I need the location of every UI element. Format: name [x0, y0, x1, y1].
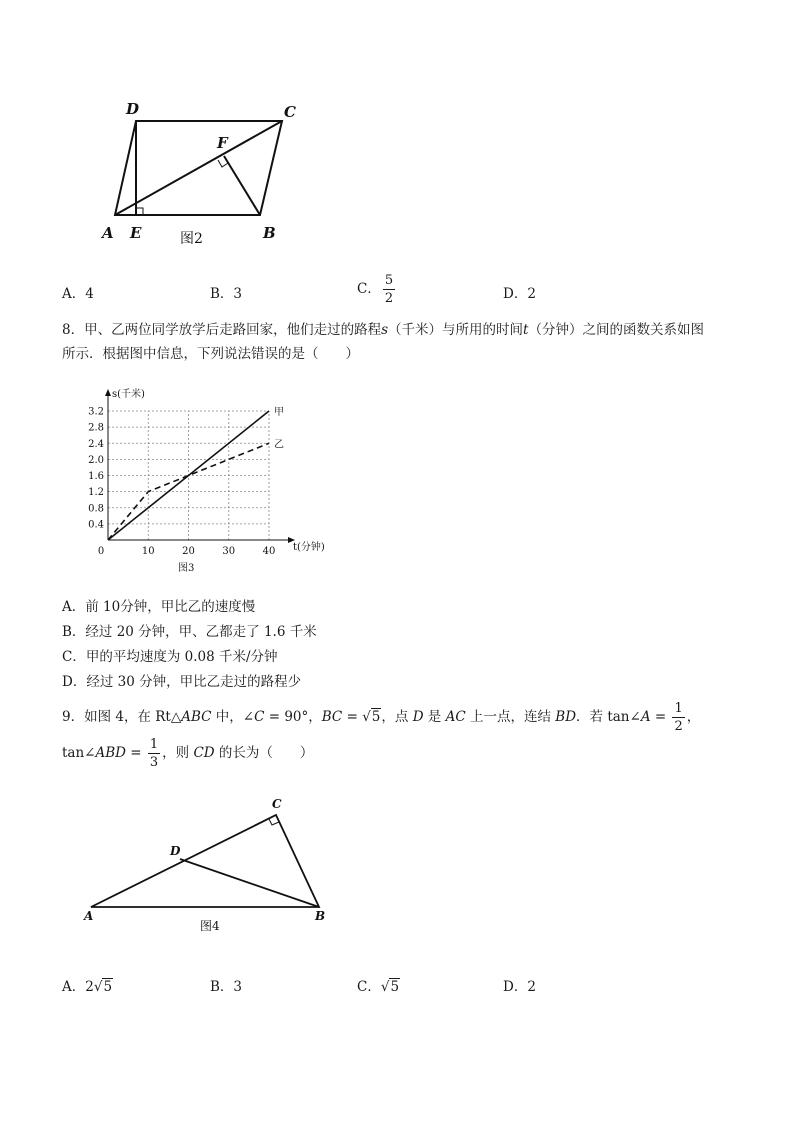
q8-stem-line-2: 所示．根据图中信息，下列说法错误的是（ ）: [62, 346, 359, 362]
y-tick-label: 3.2: [88, 406, 104, 418]
sqrt-5: √5: [362, 709, 381, 725]
y-tick-label: 0.8: [88, 503, 104, 515]
figure-3-chart: [80, 385, 340, 585]
label-f: F: [217, 134, 228, 152]
q8-option-c[interactable]: C．甲的平均速度为 0.08 千米/分钟: [62, 649, 278, 665]
q9-stem-line-1: 9．如图 4，在 Rt△ABC 中，∠C = 90°，BC = √5，点 D 是 AC 上一点，连结 BD．若 tan∠A = $\frac{1}{2}$ ，: [62, 701, 701, 734]
q9-option-c[interactable]: C．√5: [357, 979, 400, 995]
q9-stem-line-2: tan∠ABD = $\frac{1}{3}$ ，则 CD 的长为（ ）: [62, 737, 314, 770]
q7-option-b[interactable]: B．3: [210, 286, 243, 302]
label-c: C: [272, 797, 282, 811]
figure-4-caption: 图4: [200, 919, 220, 933]
x-tick-label: 0: [97, 546, 105, 557]
label-b: B: [315, 909, 326, 923]
x-tick-label: 30: [222, 546, 236, 557]
x-tick-label: 40: [262, 546, 276, 557]
series-label: 甲: [274, 407, 284, 418]
q8-option-b[interactable]: B．经过 20 分钟，甲、乙都走了 1.6 千米: [62, 624, 317, 640]
y-tick-label: 0.4: [88, 519, 104, 531]
y-tick-label: 2.4: [88, 438, 104, 450]
fraction-one-half: $\frac{1}{2}$: [674, 701, 683, 734]
diagonal-ac: [115, 121, 282, 215]
figure-2: [95, 95, 315, 255]
figure-4: [80, 790, 340, 940]
fraction-one-third: $\frac{1}{3}$: [149, 737, 159, 770]
segment-bd: [180, 859, 319, 907]
figure-2-caption: 图2: [180, 231, 203, 247]
x-axis-label: t(分钟): [293, 542, 325, 553]
triangle-abc: [91, 815, 319, 907]
x-tick-label: 10: [141, 546, 155, 557]
figure-3-caption: 图3: [178, 563, 195, 574]
x-tick-label: 20: [182, 546, 195, 557]
y-axis-label: s(千米): [112, 389, 145, 400]
q9-option-d[interactable]: D．2: [503, 979, 536, 995]
q8-option-d[interactable]: D．经过 30 分钟，甲比乙走过的路程少: [62, 674, 302, 690]
label-a: A: [102, 224, 114, 242]
label-e: E: [130, 224, 142, 242]
q7-option-d[interactable]: D．2: [503, 286, 536, 302]
q8-stem-line-1: 8．甲、乙两位同学放学后走路回家，他们走过的路程s（千米）与所用的时间t（分钟）之间的函数关系如图: [62, 322, 704, 338]
series-label: 乙: [274, 439, 284, 451]
y-tick-label: 2.8: [88, 422, 104, 434]
q7-option-c-fraction: $\frac{5}{2}$: [384, 273, 394, 306]
q8-option-a[interactable]: A．前 10分钟，甲比乙的速度慢: [62, 599, 256, 615]
q7-option-c[interactable]: [357, 274, 397, 305]
right-angle-e: [136, 208, 143, 215]
label-d: D: [170, 844, 181, 858]
label-c: C: [284, 103, 296, 121]
label-d: D: [126, 100, 140, 118]
y-axis-arrow: [105, 389, 111, 396]
q7-option-c-prefix: C．: [357, 281, 381, 297]
y-tick-label: 2.0: [88, 454, 104, 466]
q7-option-a[interactable]: A．4: [62, 286, 94, 302]
label-a: A: [84, 909, 94, 923]
q9-option-a[interactable]: A．2√5: [62, 979, 113, 995]
q9-option-b[interactable]: B．3: [210, 979, 243, 995]
label-b: B: [263, 224, 276, 242]
y-tick-label: 1.6: [88, 471, 104, 482]
y-tick-label: 1.2: [88, 487, 104, 499]
segment-bf: [224, 156, 260, 215]
